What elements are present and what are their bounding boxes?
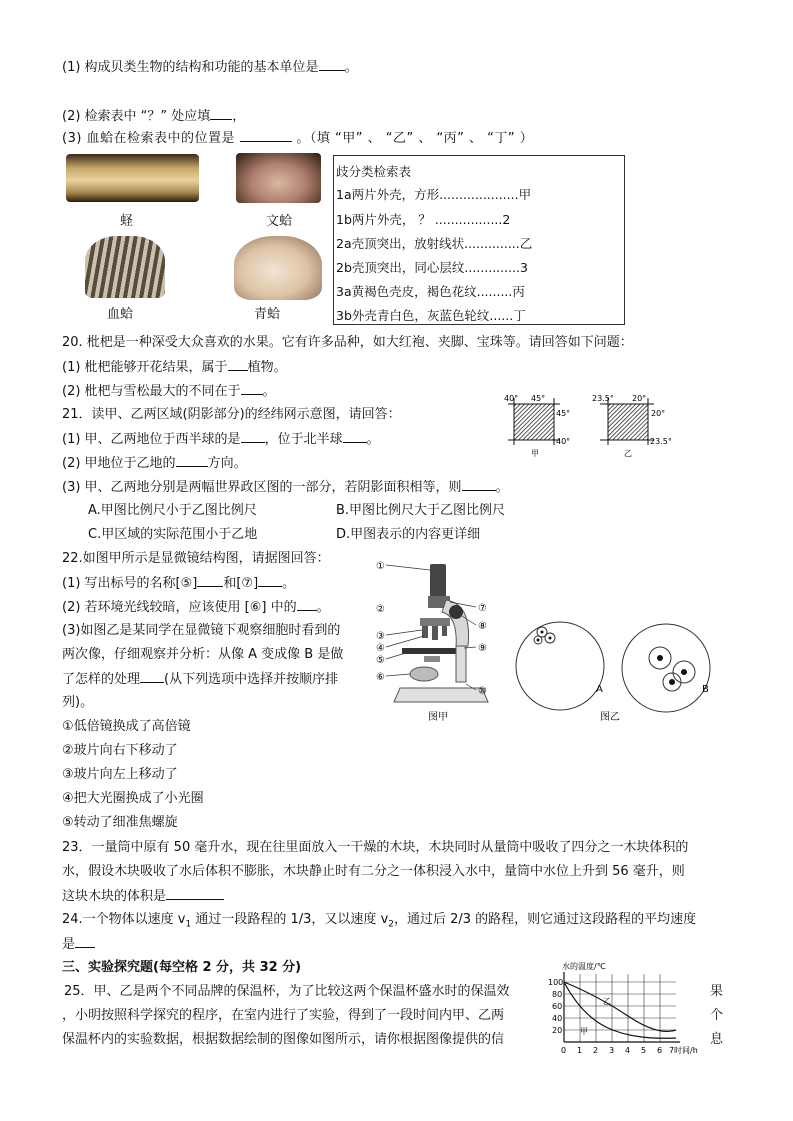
map-yi-label-tr: 20° [632,394,647,403]
q22-line7: 列)。 [62,695,94,710]
q24-line2: 是 [62,935,95,954]
microscope-label-4: ④ [376,643,385,654]
q21-line1: 21．读甲、乙两区域(阴影部分)的经纬网示意图，请回答： [62,407,401,422]
q23-line1: 23．一量筒中原有 50 毫升水，现在往里面放入一干燥的木块，木块同时从量筒中吸收了四分之一木块体积的 [62,840,689,855]
classification-key-box [333,155,625,325]
key-line-1a: 1a两片外壳，方形....................甲 [336,187,532,202]
chart-xtick-1: 1 [577,1046,583,1055]
microscope-label-1: ① [376,561,385,572]
microscope-label-8: ⑧ [478,621,487,632]
map-jia-label-r: 45° [556,409,571,418]
q19-line1: (1) 构成贝类生物的结构和功能的基本单位是 。 [62,60,358,75]
map-yi-label-tl: 23.5° [592,394,614,403]
view-b-label: B [702,684,709,695]
section-3-title: 三、实验探究题(每空格 2 分，共 32 分) [62,960,302,975]
microscope-label-5: ⑤ [376,655,385,666]
q22-line5: 两次像，仔细观察并分析：从像 A 变成像 B 是做 [62,647,344,662]
chart-xtick-6: 6 [657,1046,663,1055]
shell-caption-wenha: 文蛤 [266,214,293,229]
q20-line3: (2) 枇杷与雪松最大的不同在于 。 [62,384,276,399]
latlong-map-jia [500,390,600,462]
q25-line2: ，小明按照科学探究的程序，在室内进行了实验，得到了一段时间内甲、乙两 [62,1008,505,1023]
q22-option-1: ①低倍镜换成了高倍镜 [62,719,191,734]
chart-series-jia-label: 甲 [580,1027,588,1036]
figure-yi-caption: 图乙 [600,712,620,723]
q19-line2: (2) 检索表中 “？” 处应填 ， [62,109,246,124]
shell-photo-qingha [234,236,322,300]
microscope-label-7: ⑦ [478,603,487,614]
chart-ylabel: 水的温度/℃ [562,962,606,971]
latlong-map-yi [590,390,690,462]
map-yi-caption: 乙 [624,449,632,458]
shell-photo-cheng [66,154,199,202]
q22-line4: (3)如图乙是某同学在显微镜下观察细胞时看到的 [62,623,341,638]
q22-line1: 22.如图甲所示是显微镜结构图，请据图回答： [62,551,330,566]
microscope-label-3: ③ [376,631,385,642]
q24-line1: 24.一个物体以速度 $v_1$ 通过一段路程的 1/3，又以速度 $v_2$，通过后 2/3 的路程，则它通过这段路程的平均速度 [62,912,697,930]
microscope-label-2: ② [376,604,385,615]
microscope-diagram [372,556,512,726]
q22-option-3: ③玻片向左上移动了 [62,767,178,782]
temperature-chart [548,960,698,1060]
microscope-label-6: ⑥ [376,672,385,683]
q22-option-4: ④把大光圈换成了小光圈 [62,791,204,806]
shell-caption-xueha: 血蛤 [107,307,134,322]
q20-line2: (1) 枇杷能够开花结果，属于 植物。 [62,360,287,375]
map-jia-label-tr: 45° [531,394,546,403]
key-line-2b: 2b壳顶突出，同心层纹..............3 [336,260,528,275]
q22-option-2: ②玻片向右下移动了 [62,743,178,758]
q23-line2: 水，假设木块吸收了水后体积不膨胀，木块静止时有二分之一体积浸入水中，量筒中水位上升到 56 毫升，则 [62,864,685,879]
map-jia-caption: 甲 [531,449,539,458]
q25-line2-end: 个 [710,1008,724,1023]
view-a-label: A [596,684,603,695]
q23-line3: 这块木块的体积是 [62,887,224,906]
q22-line3: (2) 若环境光线较暗，应该使用 [⑥] 中的 。 [62,600,330,615]
chart-ytick-20: 20 [552,1026,563,1035]
q20-line1: 20. 枇杷是一种深受大众喜欢的水果。它有许多品种，如大红袍、夹脚、宝珠等。请回答如下问题： [62,335,633,350]
q25-line3: 保温杯内的实验数据，根据数据绘制的图像如图所示，请你根据图像提供的信 [62,1032,505,1047]
map-yi-label-r: 20° [651,409,666,418]
chart-ytick-60: 60 [552,1002,563,1011]
chart-xlabel: 时间/h [674,1046,698,1055]
map-jia-label-br: 40° [556,437,571,446]
q21-option-c: C.甲区域的实际范围小于乙地 [88,527,258,542]
chart-series-yi-label: 乙 [603,997,611,1006]
q19-line3: (3) 血蛤在检索表中的位置是 。（填 “甲” 、 “乙” 、 “丙” 、 “丁” ） [62,131,534,146]
chart-ytick-40: 40 [552,1014,563,1023]
chart-xtick-2: 2 [593,1046,599,1055]
figure-jia-caption: 图甲 [428,712,448,723]
chart-ytick-100: 100 [548,978,564,987]
microscope-label-10: ⑩ [478,686,487,697]
key-title: 歧分类检索表 [336,164,412,179]
q25-line1: 25．甲、乙是两个不同品牌的保温杯，为了比较这两个保温杯盛水时的保温效 [64,984,510,999]
key-line-3b: 3b外壳青白色，灰蓝色轮纹......丁 [336,308,526,323]
chart-xtick-5: 5 [641,1046,647,1055]
key-line-3a: 3a黄褐色壳皮，褐色花纹.........丙 [336,284,525,299]
q22-line6: 了怎样的处理 (从下列选项中选择并按顺序排 [62,672,339,687]
q22-option-5: ⑤转动了细准焦螺旋 [62,815,178,830]
chart-xtick-4: 4 [625,1046,631,1055]
shell-caption-qingha: 青蛤 [254,307,281,322]
shell-photo-wenha [236,153,321,203]
map-yi-label-br: 23.5° [650,437,672,446]
map-jia-label-tl: 40° [504,394,519,403]
microscope-label-9: ⑨ [478,643,487,654]
q21-line3: (2) 甲地位于乙地的 方向。 [62,456,247,471]
chart-xtick-7: 7 [669,1046,675,1055]
chart-ytick-80: 80 [552,990,563,999]
q21-option-b: B.甲图比例尺大于乙图比例尺 [336,503,506,518]
chart-xtick-3: 3 [609,1046,615,1055]
q21-option-a: A.甲图比例尺小于乙图比例尺 [88,503,257,518]
q21-line4: (3) 甲、乙两地分别是两幅世界政区图的一部分，若阴影面积相等，则 。 [62,480,509,495]
key-line-2a: 2a壳顶突出，放射线状..............乙 [336,236,533,251]
shell-photo-xueha [85,236,165,298]
shell-caption-cheng: 蛏 [120,214,134,229]
microscope-view-diagram [512,616,732,726]
chart-xtick-0: 0 [561,1046,567,1055]
key-line-1b: 1b两片外壳， ？ .................2 [336,212,511,227]
q21-line2: (1) 甲、乙两地位于西半球的是 ，位于北半球 。 [62,432,380,447]
q22-line2: (1) 写出标号的名称[⑤] 和[⑦] 。 [62,576,296,591]
q25-line1-end: 果 [710,984,724,999]
q25-line3-end: 息 [710,1032,724,1047]
q21-option-d: D.甲图表示的内容更详细 [336,527,481,542]
